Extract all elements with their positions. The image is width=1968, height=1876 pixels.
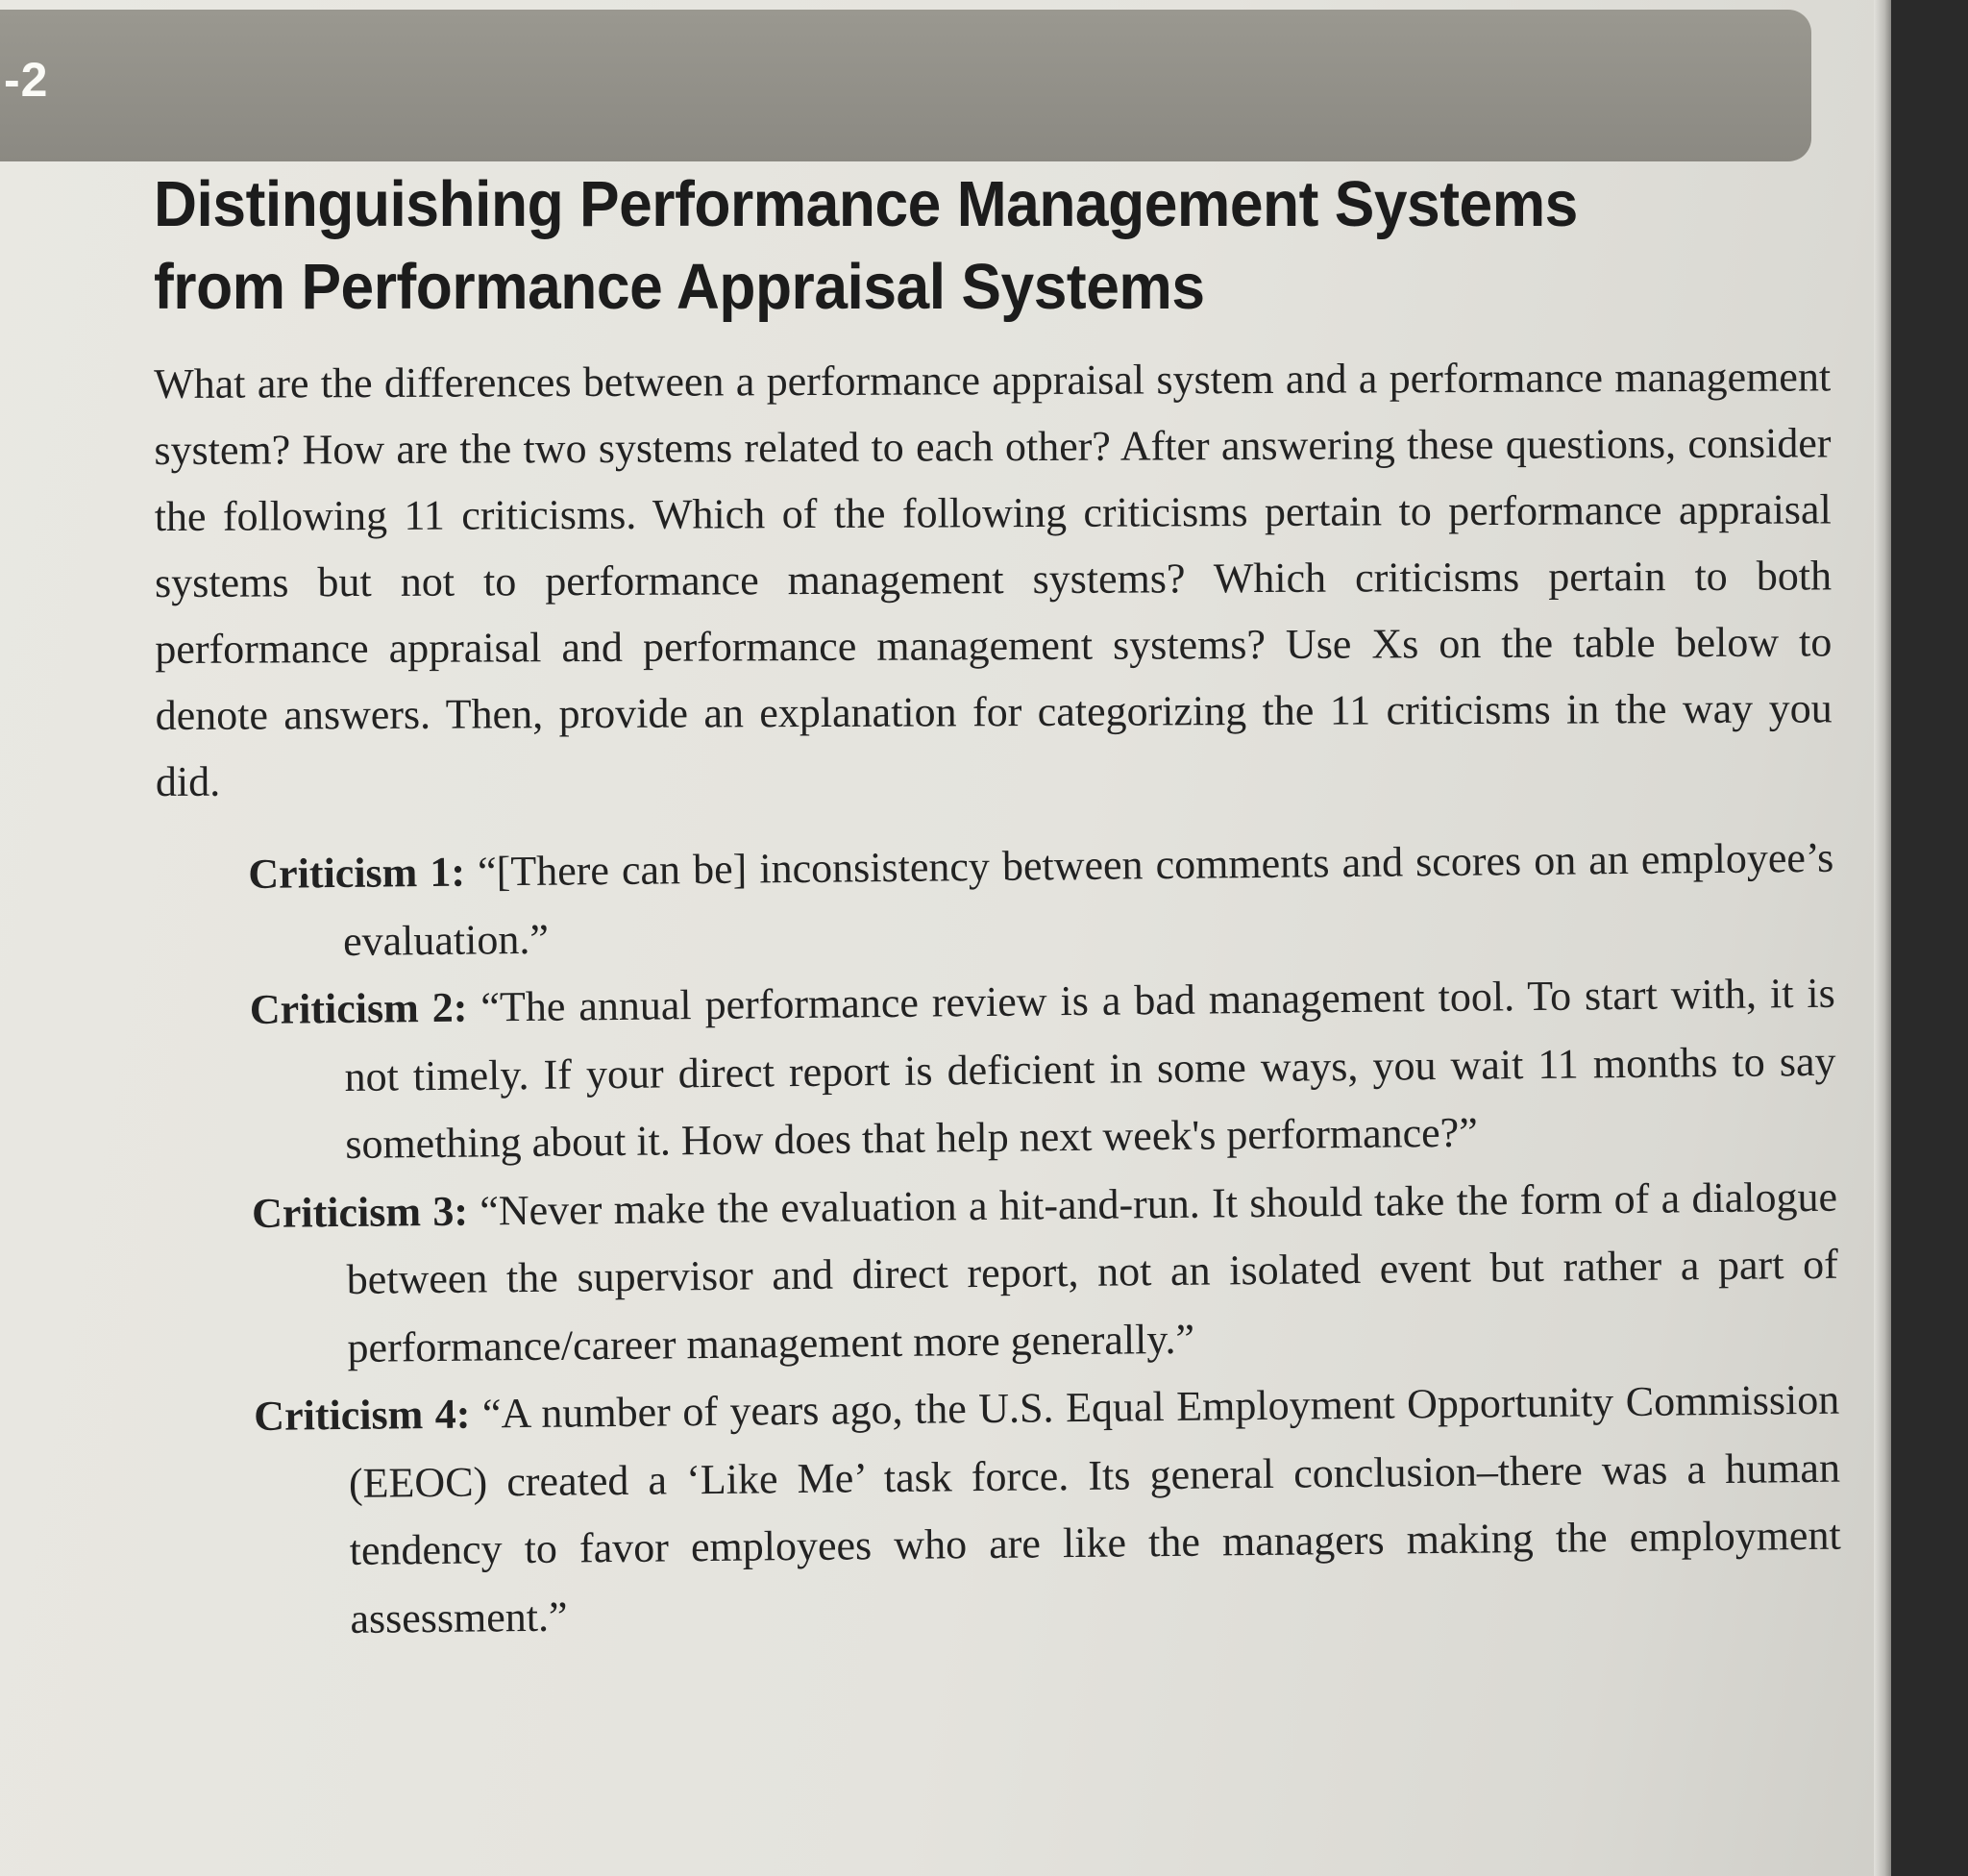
criticism-item bbox=[248, 825, 1834, 976]
criticism-label: Criticism 4: bbox=[254, 1390, 471, 1440]
intro-paragraph: What are the differences between a performance appraisal system and a performance management system? How are the two systems related to each other? After answering these questions, consider the following 11 criticisms. Which of the following criticisms pertain to performance appraisal systems but not to performance management systems? Which criticisms pertain to both performance appraisal and performance management systems? Use Xs on the table below to denote answers. Then, provide an explanation for categorizing the 11 criticisms in the way you did. bbox=[154, 353, 1833, 805]
criticism-item bbox=[254, 1367, 1842, 1654]
criticism-text: “Never make the evaluation a hit-and-run. It should take the form of a dialogue between the supervisor and direct report, not an isolated event but rather a part of performance/career management more generally.” bbox=[346, 1172, 1838, 1371]
criticism-label: Criticism 1: bbox=[248, 848, 466, 898]
criticism-label: Criticism 2: bbox=[249, 983, 468, 1033]
criticism-item bbox=[252, 1163, 1839, 1383]
page-title: Distinguishing Performance Management Systems from Performance Appraisal Systems bbox=[154, 168, 1578, 323]
section-header-bar bbox=[0, 10, 1811, 161]
section-number: -2 bbox=[4, 53, 49, 107]
criticism-item bbox=[249, 960, 1836, 1180]
criticism-label: Criticism 3: bbox=[251, 1187, 469, 1237]
criticism-text: “A number of years ago, the U.S. Equal Employment Opportunity Commission (EEOC) created a ‘Like Me’ task force. Its general conclusion–there was a human tendency to favor employees who are like the managers making the employment assessment.” bbox=[348, 1375, 1841, 1642]
criticism-text: “The annual performance review is a bad management tool. To start with, it is not timely. If your direct report is deficient in some ways, you wait 11 months to say something about it. How does that help next week's performance?” bbox=[344, 969, 1836, 1168]
page-edge-shadow bbox=[1874, 0, 1891, 1876]
criticism-text: “[There can be] inconsistency between comments and scores on an employee’s evaluation.” bbox=[342, 833, 1834, 965]
criticism-list bbox=[248, 825, 1842, 1654]
